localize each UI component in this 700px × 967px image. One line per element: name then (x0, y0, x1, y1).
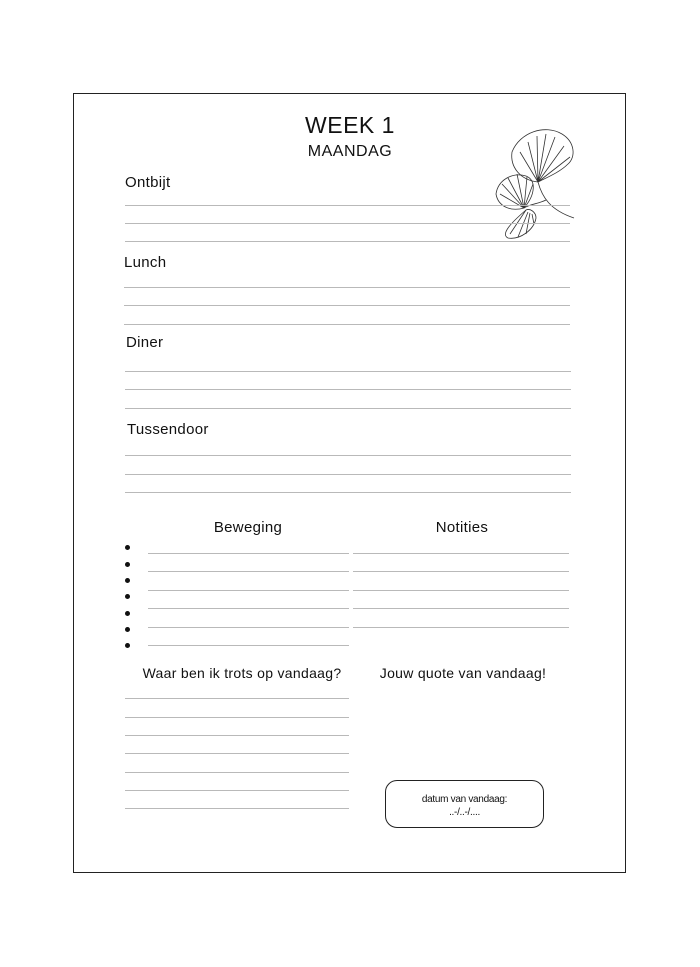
lunch-label: Lunch (124, 254, 167, 271)
snacks-line (125, 492, 571, 493)
proud-line (125, 808, 349, 809)
proud-line (125, 772, 349, 773)
proud-line (125, 753, 349, 754)
snacks-line (125, 474, 571, 475)
date-label: datum van vandaag: (421, 794, 508, 805)
quote-heading: Jouw quote van vandaag! (379, 665, 547, 681)
exercise-bullet (125, 578, 130, 583)
dinner-line (125, 408, 571, 409)
proud-line (125, 717, 349, 718)
notes-line (353, 553, 569, 554)
exercise-line (148, 571, 349, 572)
dinner-line (125, 371, 571, 372)
dinner-label: Diner (126, 334, 164, 351)
exercise-line (148, 608, 349, 609)
notes-line (353, 571, 569, 572)
lunch-line (124, 287, 570, 288)
exercise-bullet (125, 594, 130, 599)
exercise-bullet (125, 611, 130, 616)
day-title: MAANDAG (307, 143, 393, 160)
notes-line (353, 608, 569, 609)
lunch-line (124, 324, 570, 325)
exercise-line (148, 627, 349, 628)
date-box (385, 780, 544, 828)
exercise-line (148, 590, 349, 591)
ginkgo-leaf-icon (490, 122, 580, 247)
exercise-bullet (125, 627, 130, 632)
exercise-line (148, 645, 349, 646)
snacks-label: Tussendoor (127, 421, 209, 438)
snacks-line (125, 455, 571, 456)
proud-line (125, 735, 349, 736)
week-title: WEEK 1 (305, 112, 395, 138)
breakfast-line (125, 241, 570, 242)
exercise-heading: Beweging (213, 519, 283, 536)
lunch-line (124, 305, 570, 306)
notes-heading: Notities (435, 519, 489, 536)
proud-line (125, 698, 349, 699)
notes-line (353, 590, 569, 591)
exercise-line (148, 553, 349, 554)
exercise-bullet (125, 562, 130, 567)
notes-line (353, 627, 569, 628)
exercise-bullet (125, 545, 130, 550)
date-format: ..-/..-/.... (449, 807, 480, 818)
breakfast-label: Ontbijt (125, 174, 171, 191)
exercise-bullet (125, 643, 130, 648)
breakfast-line (125, 223, 570, 224)
breakfast-line (125, 205, 570, 206)
proud-question: Waar ben ik trots op vandaag? (142, 665, 342, 681)
proud-line (125, 790, 349, 791)
dinner-line (125, 389, 571, 390)
